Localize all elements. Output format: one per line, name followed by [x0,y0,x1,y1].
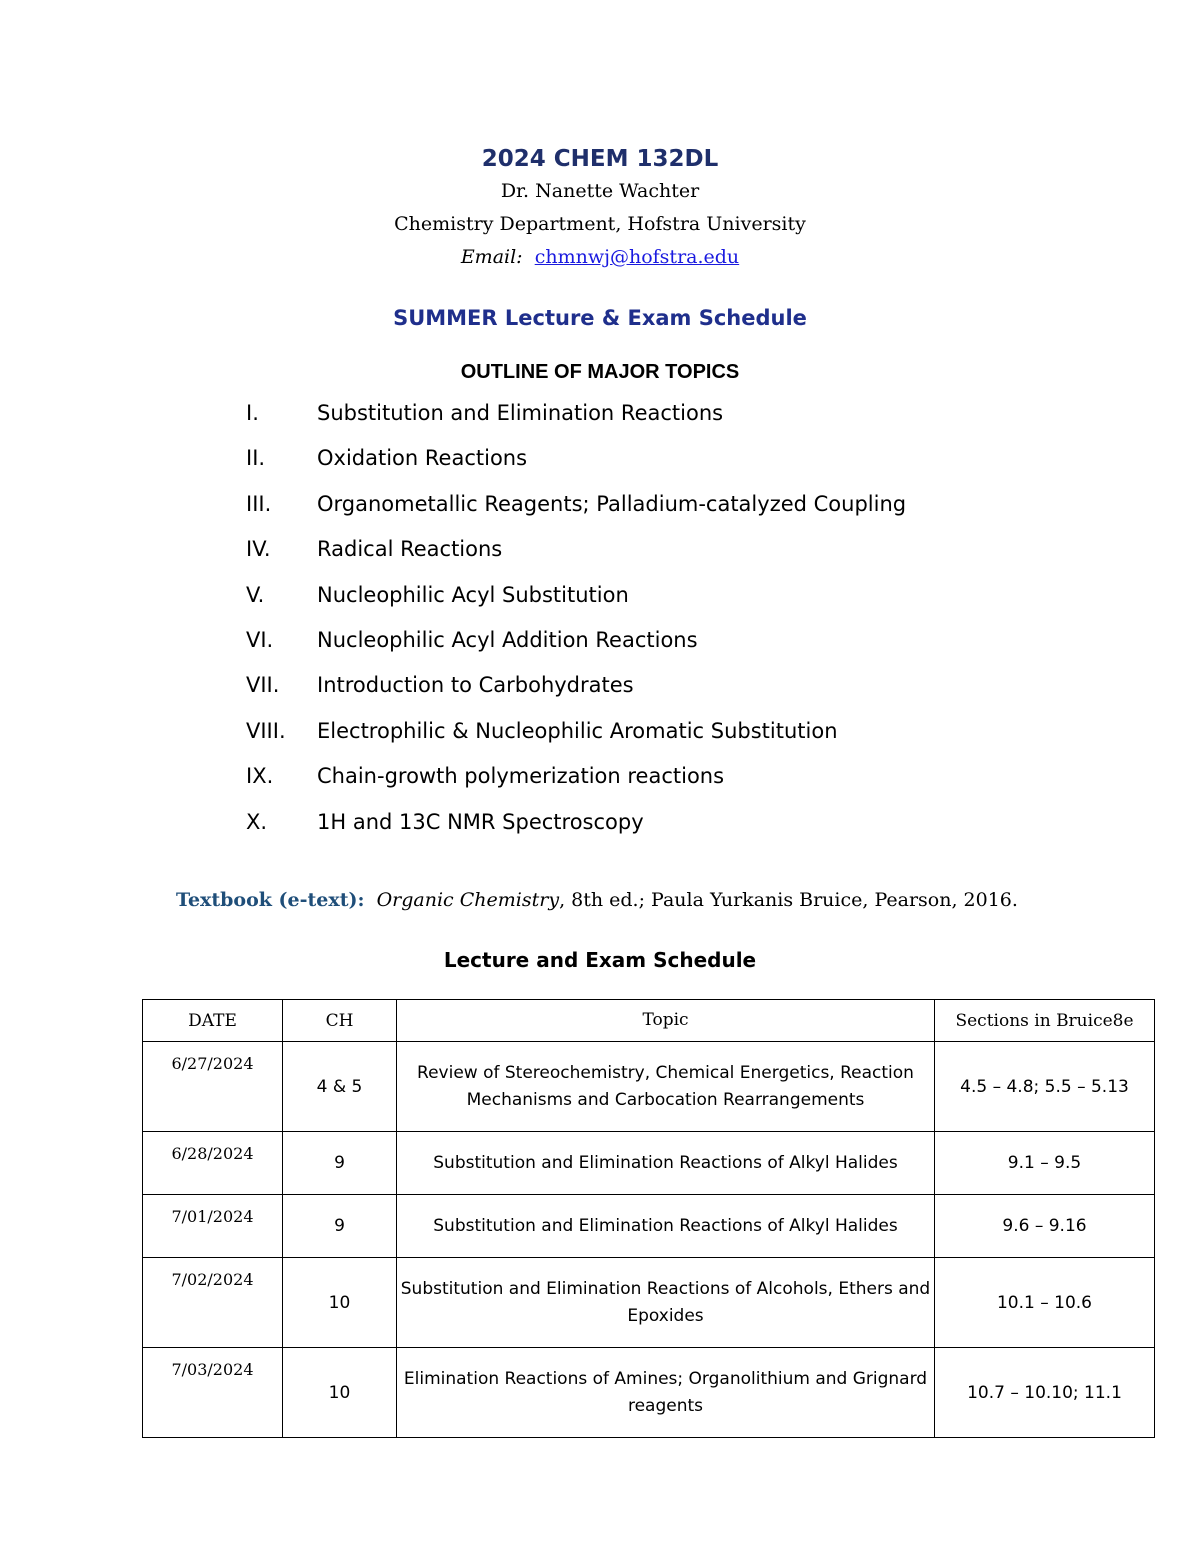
schedule-heading: SUMMER Lecture & Exam Schedule [393,306,807,330]
cell-date: 6/28/2024 [143,1132,283,1195]
column-header-topic: Topic [397,1000,935,1042]
cell-date: 6/27/2024 [143,1042,283,1132]
cell-date: 7/01/2024 [143,1195,283,1258]
topic-number: IX. [246,764,274,789]
table-row [143,1042,1155,1132]
topic-text: Electrophilic & Nucleophilic Aromatic Substitution [317,718,838,743]
email-label: Email: [460,246,523,268]
topic-number: VII. [246,673,280,698]
cell-ch: 9 [283,1195,397,1258]
table-row [143,1132,1155,1195]
topic-number: X. [246,809,268,834]
email-link[interactable]: chmnwj@hofstra.edu [534,246,740,268]
textbook-label: Textbook (e-text): [176,889,365,911]
textbook-line [176,889,1018,911]
textbook-title: Organic Chemistry [376,889,560,911]
table-row [143,1258,1155,1348]
cell-sections: 9.6 – 9.16 [935,1195,1155,1258]
cell-sections: 4.5 – 4.8; 5.5 – 5.13 [935,1042,1155,1132]
topic-text: Organometallic Reagents; Palladium-catalyzed Coupling [317,491,907,516]
department-name: Chemistry Department, Hofstra University [394,213,806,235]
cell-ch: 10 [283,1348,397,1438]
topic-text: Oxidation Reactions [317,446,528,471]
instructor-name: Dr. Nanette Wachter [500,180,700,202]
cell-sections: 10.1 – 10.6 [935,1258,1155,1348]
table-row [143,1195,1155,1258]
column-header-date: DATE [143,1000,283,1042]
cell-topic: Substitution and Elimination Reactions of Alkyl Halides [397,1195,935,1258]
topic-number: VIII. [246,718,286,743]
outline-heading: OUTLINE OF MAJOR TOPICS [460,361,740,383]
topic-number: III. [246,491,272,516]
cell-topic: Elimination Reactions of Amines; Organolithium and Grignard reagents [397,1348,935,1438]
table-header-row [143,1000,1155,1042]
cell-ch: 4 & 5 [283,1042,397,1132]
table-row [143,1348,1155,1438]
lecture-table-heading: Lecture and Exam Schedule [443,948,757,972]
cell-topic: Substitution and Elimination Reactions of Alcohols, Ethers and Epoxides [397,1258,935,1348]
column-header-ch: CH [283,1000,397,1042]
lecture-schedule-table [142,999,1155,1438]
topic-text: Chain-growth polymerization reactions [317,764,725,789]
topic-text: Nucleophilic Acyl Substitution [317,582,629,607]
cell-ch: 9 [283,1132,397,1195]
cell-sections: 9.1 – 9.5 [935,1132,1155,1195]
cell-topic: Substitution and Elimination Reactions of Alkyl Halides [397,1132,935,1195]
cell-sections: 10.7 – 10.10; 11.1 [935,1348,1155,1438]
topic-number: VI. [246,627,274,652]
topic-number: I. [246,401,259,425]
textbook-details: , 8th ed.; Paula Yurkanis Bruice, Pearson, 2016. [559,889,1018,911]
topic-text: Radical Reactions [317,537,503,562]
cell-topic: Review of Stereochemistry, Chemical Energetics, Reaction Mechanisms and Carbocation Rearrangements [397,1042,935,1132]
topic-text: Nucleophilic Acyl Addition Reactions [317,627,698,652]
column-header-sections: Sections in Bruice8e [935,1000,1155,1042]
topic-number: V. [246,582,265,607]
cell-date: 7/03/2024 [143,1348,283,1438]
document-title: 2024 CHEM 132DL [481,146,719,172]
cell-ch: 10 [283,1258,397,1348]
topic-number: IV. [246,537,271,562]
topic-number: II. [246,446,266,471]
cell-date: 7/02/2024 [143,1258,283,1348]
email-line [0,246,1200,268]
topic-text: Introduction to Carbohydrates [317,673,634,698]
topic-text: Substitution and Elimination Reactions [317,401,724,425]
topic-text: 1H and 13C NMR Spectroscopy [317,809,644,834]
